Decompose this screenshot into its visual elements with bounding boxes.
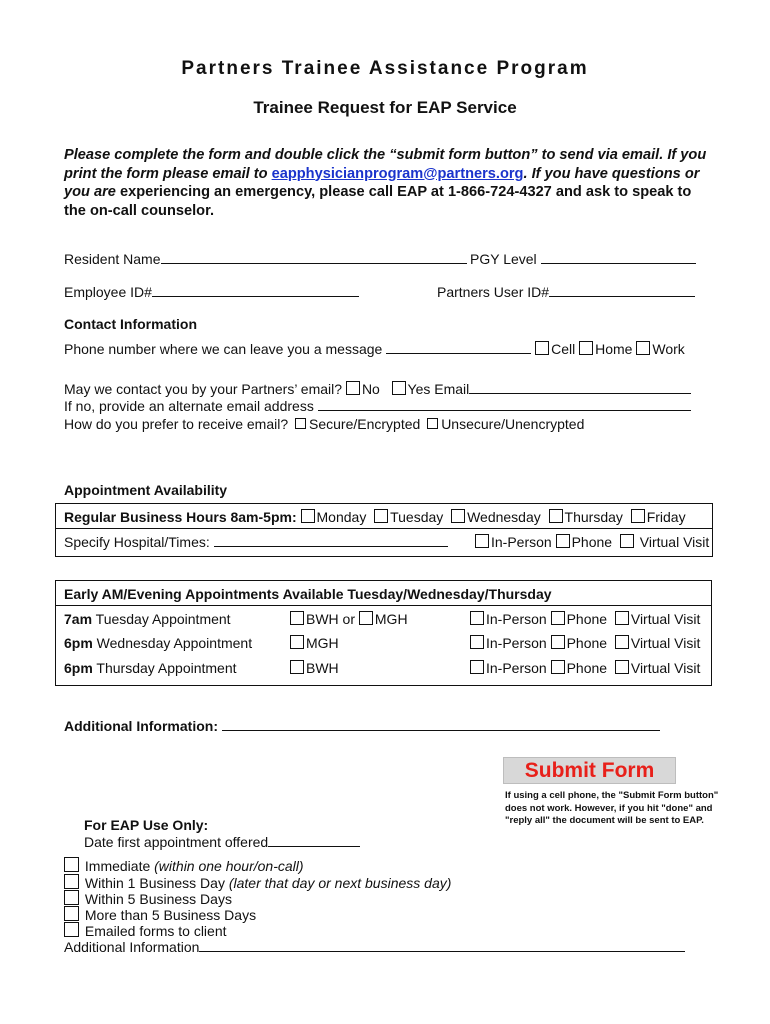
wednesday-virtual-checkbox[interactable] [615,635,629,649]
tuesday-in-person-checkbox[interactable] [470,611,484,625]
thursday-in-person-checkbox[interactable] [470,660,484,674]
wednesday-checkbox[interactable] [451,509,465,523]
email-yes-field[interactable] [469,381,691,394]
employee-id-field[interactable] [152,284,359,297]
email-contact-row [64,381,691,397]
emailed-forms-label: Emailed forms to client [84,923,227,939]
resident-name-field[interactable] [161,251,467,264]
pgy-level-label: PGY Level [470,251,537,267]
monday-checkbox[interactable] [301,509,315,523]
eap-additional-info-row [64,939,685,955]
eap-option-immediate [64,857,304,874]
email-no-label: No [361,381,380,397]
additional-info-field[interactable] [222,718,660,731]
eap-option-more-5-days [64,906,256,923]
secure-label: Secure/Encrypted [309,416,421,432]
work-label: Work [652,341,685,357]
wednesday-appt-visit-type [470,635,700,651]
regular-virtual-label: Virtual Visit [639,534,710,550]
tuesday-phone-label: Phone [566,611,608,627]
regular-hours-divider [56,528,712,529]
five-days-label: Within 5 Business Days [84,891,232,907]
work-checkbox[interactable] [636,341,650,355]
resident-name-label: Resident Name [64,251,161,267]
tuesday-bwh-checkbox[interactable] [290,611,304,625]
eap-use-heading: For EAP Use Only: [84,817,209,833]
additional-info-label: Additional Information: [64,718,218,734]
more-five-days-label: More than 5 Business Days [84,907,257,923]
regular-in-person-checkbox[interactable] [475,534,489,548]
tuesday-checkbox[interactable] [374,509,388,523]
thursday-appt-hospital [290,660,339,676]
eap-additional-info-field[interactable] [199,939,685,952]
instructions-paragraph [64,146,714,220]
phone-row [64,341,685,357]
tuesday-virtual-checkbox[interactable] [615,611,629,625]
thursday-in-person-label: In-Person [486,660,547,676]
pgy-level-field[interactable] [541,251,696,264]
partners-user-id-field[interactable] [549,284,695,297]
first-appt-field[interactable] [268,834,360,847]
page-subtitle: Trainee Request for EAP Service [253,98,517,117]
thursday-checkbox[interactable] [549,509,563,523]
regular-phone-label: Phone [571,534,613,550]
eap-option-5-days [64,890,232,907]
thursday-bwh-checkbox[interactable] [290,660,304,674]
unsecure-checkbox[interactable] [427,418,438,429]
immediate-note: (within one hour/on-call) [154,858,304,874]
tuesday-appt-time: 7am [64,611,93,627]
availability-heading: Appointment Availability [64,482,228,498]
regular-phone-checkbox[interactable] [556,534,570,548]
one-day-label: Within 1 Business Day [84,875,229,891]
five-days-checkbox[interactable] [64,890,79,905]
emailed-forms-checkbox[interactable] [64,922,79,937]
submit-form-button[interactable]: Submit Form [503,757,676,784]
tuesday-in-person-label: In-Person [486,611,547,627]
thursday-virtual-label: Virtual Visit [630,660,701,676]
wednesday-phone-checkbox[interactable] [551,635,565,649]
hospital-times-field[interactable] [214,534,448,547]
more-five-days-checkbox[interactable] [64,906,79,921]
alt-email-field[interactable] [318,398,691,411]
tuesday-appt-label [64,611,231,627]
tuesday-phone-checkbox[interactable] [551,611,565,625]
instructions-part3: experiencing an emergency, please call EAP at 1-866-724-4327 and ask to speak to the on-call counselor. [64,184,692,219]
thursday-appt-visit-type [470,660,700,676]
tuesday-bwh-label: BWH or [306,611,355,627]
cell-checkbox[interactable] [535,341,549,355]
tuesday-virtual-label: Virtual Visit [630,611,701,627]
regular-hours-label: Regular Business Hours 8am-5pm: [64,509,297,525]
thursday-phone-checkbox[interactable] [551,660,565,674]
secure-checkbox[interactable] [295,418,306,429]
hospital-times-label: Specify Hospital/Times: [64,534,210,550]
regular-visit-type-row [475,534,709,550]
cell-label: Cell [551,341,576,357]
phone-label: Phone number where we can leave you a message [64,341,383,357]
immediate-checkbox[interactable] [64,857,79,872]
tuesday-appt-hospital [290,611,408,627]
early-appointments-heading: Early AM/Evening Appointments Available Tuesday/Wednesday/Thursday [64,586,552,602]
pgy-level-row [470,251,696,267]
home-checkbox[interactable] [579,341,593,355]
regular-hours-row [64,509,686,525]
resident-name-row [64,251,467,267]
thursday-phone-label: Phone [566,660,608,676]
regular-in-person-label: In-Person [491,534,552,550]
wednesday-appt-hospital [290,635,339,651]
email-pref-label: How do you prefer to receive email? [64,416,289,432]
one-day-note: (later that day or next business day) [228,875,452,891]
eap-option-emailed [64,922,227,939]
email-pref-row [64,416,584,432]
wednesday-mgh-checkbox[interactable] [290,635,304,649]
email-no-checkbox[interactable] [346,381,360,395]
wednesday-appt-time: 6pm [64,635,93,651]
tuesday-mgh-label: MGH [374,611,408,627]
cell-phone-note: If using a cell phone, the "Submit Form button" does not work. However, if you hit "done" and "reply all" the document will be sent to EAP. [505,790,719,826]
instructions-part2: . If you have questions or you are [64,165,700,200]
eap-additional-info-label: Additional Information [64,939,200,955]
monday-label: Monday [316,509,367,525]
partners-user-id-row [437,284,695,300]
phone-field[interactable] [386,341,531,354]
alt-email-row [64,398,691,414]
email-yes-label: Yes Email [407,381,470,397]
friday-checkbox[interactable] [631,509,645,523]
email-question-label: May we contact you by your Partners’ email? [64,381,343,397]
one-day-checkbox[interactable] [64,874,79,889]
wednesday-in-person-checkbox[interactable] [470,635,484,649]
email-yes-checkbox[interactable] [392,381,406,395]
wednesday-appt-label [64,635,252,651]
thursday-label: Thursday [564,509,623,525]
wednesday-appt-text: Wednesday Appointment [92,635,253,651]
first-appt-row [84,834,360,850]
additional-info-row [64,718,660,734]
wednesday-phone-label: Phone [566,635,608,651]
employee-id-label: Employee ID# [64,284,152,300]
home-label: Home [595,341,633,357]
unsecure-label: Unsecure/Unencrypted [441,416,585,432]
partners-user-id-label: Partners User ID# [437,284,550,300]
thursday-appt-time: 6pm [64,660,93,676]
page-title: Partners Trainee Assistance Program [181,58,589,79]
tuesday-appt-visit-type [470,611,700,627]
tuesday-appt-text: Tuesday Appointment [92,611,231,627]
friday-label: Friday [646,509,686,525]
contact-info-heading: Contact Information [64,316,197,332]
wednesday-label: Wednesday [467,509,541,525]
regular-virtual-checkbox[interactable] [620,534,634,548]
employee-id-row [64,284,359,300]
first-appt-label: Date first appointment offered [84,834,269,850]
wednesday-mgh-label: MGH [306,635,339,651]
wednesday-virtual-label: Virtual Visit [630,635,701,651]
wednesday-in-person-label: In-Person [486,635,547,651]
eap-option-1-day [64,874,451,891]
tuesday-label: Tuesday [390,509,444,525]
hospital-times-row [64,534,448,550]
tuesday-mgh-checkbox[interactable] [359,611,373,625]
early-appointments-divider [56,605,711,606]
instructions-part1: Please complete the form and double click the “submit form button” to send via email. If you print the form please email to [64,147,707,182]
thursday-virtual-checkbox[interactable] [615,660,629,674]
thursday-bwh-label: BWH [306,660,339,676]
eap-email-link[interactable]: eapphysicianprogram@partners.org [271,165,524,182]
immediate-label: Immediate [84,858,155,874]
thursday-appt-text: Thursday Appointment [92,660,237,676]
thursday-appt-label [64,660,237,676]
alt-email-label: If no, provide an alternate email address [64,398,314,414]
